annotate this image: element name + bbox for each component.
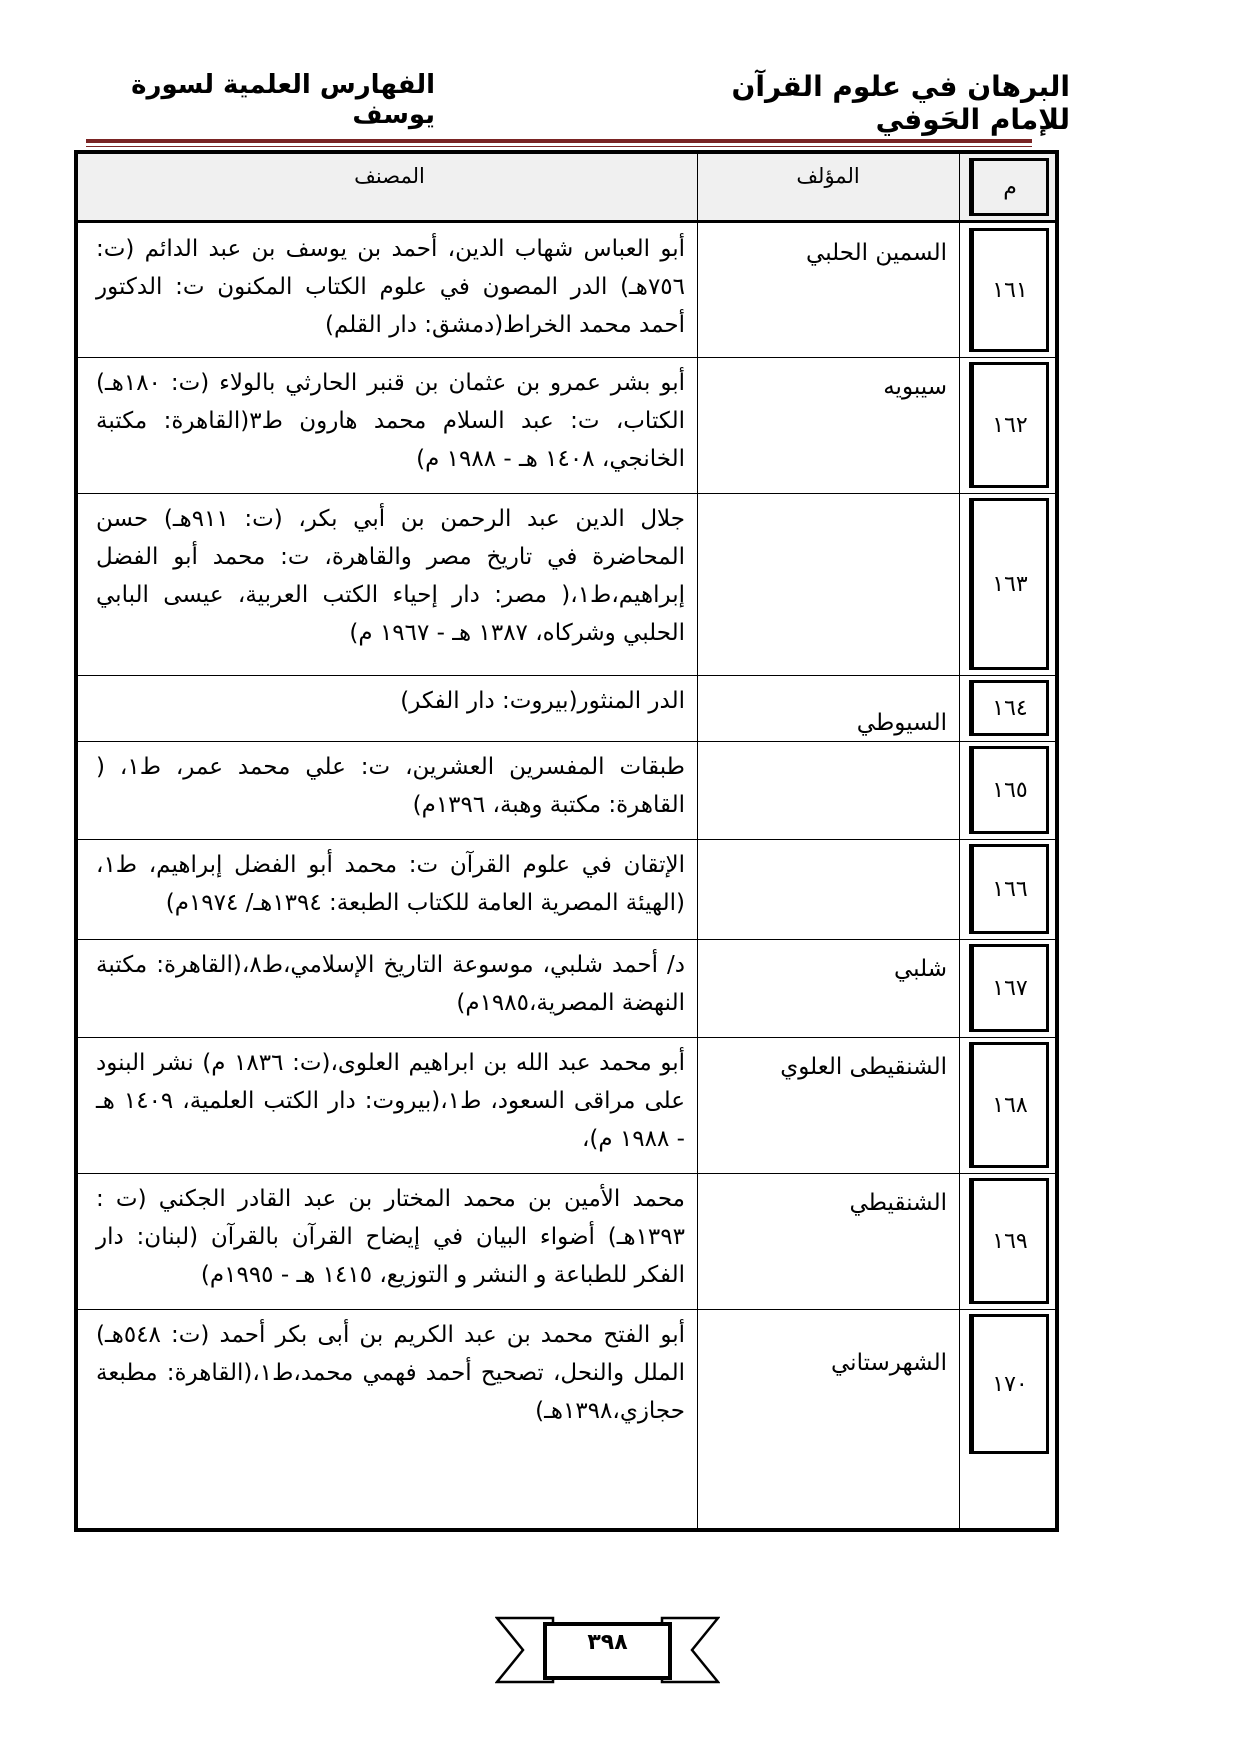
row-number: ١٦٢ (969, 362, 1049, 488)
table-row (78, 358, 1055, 492)
row-number: ١٧٠ (969, 1314, 1049, 1454)
row-number: ١٦٧ (969, 944, 1049, 1032)
row-work: أبو العباس شهاب الدين، أحمد بن يوسف بن عبد الدائم (ت: ٧٥٦هـ) الدر المصون في علوم الكتاب المكنون ت: الدكتور أحمد محمد الخراط(دمشق: دار القلم) (96, 236, 685, 338)
row-number: ١٦٣ (969, 498, 1049, 670)
row-number: ١٦٦ (969, 844, 1049, 934)
table-row (78, 1310, 1055, 1528)
merged-author: السيوطي (856, 710, 947, 736)
header-author-cell: المؤلف (796, 164, 860, 188)
header-work-cell: المصنف (354, 164, 425, 188)
row-work: د/ أحمد شلبي، موسوعة التاريخ الإسلامي،ط٨،(القاهرة: مكتبة النهضة المصرية،١٩٨٥م) (96, 952, 685, 1016)
book-title: البرهان في علوم القرآن للإمام الحَوفي (731, 70, 1070, 136)
row-number: ١٦١ (969, 228, 1049, 352)
row-number: ١٦٥ (969, 746, 1049, 834)
table-row (78, 742, 1055, 838)
row-work: أبو محمد عبد الله بن ابراهيم العلوى،(ت: ١٨٣٦ م) نشر البنود على مراقى السعود، ط١،(بيروت: دار الكتب العلمية، ١٤٠٩ هـ - ١٩٨٨ م)، (96, 1050, 685, 1152)
row-work: طبقات المفسرين العشرين، ت: علي محمد عمر، ط١، ( القاهرة: مكتبة وهبة، ١٣٩٦م) (96, 754, 685, 818)
row-work: أبو بشر عمرو بن عثمان بن قنبر الحارثي بالولاء (ت: ١٨٠هـ) الكتاب، ت: عبد السلام محمد هارون ط٣(القاهرة: مكتبة الخانجي، ١٤٠٨ هـ - ١٩٨٨ م) (96, 370, 685, 472)
table-row (78, 494, 1055, 674)
table-row (78, 840, 1055, 938)
row-author: سيبويه (883, 374, 947, 400)
section-title: الفهارس العلمية لسورة يوسف (131, 70, 435, 130)
bibliography-table (74, 150, 1059, 1532)
header-rule-thin (86, 146, 1032, 147)
row-number: ١٦٨ (969, 1042, 1049, 1168)
row-work: الدر المنثور(بيروت: دار الفكر) (400, 688, 685, 714)
row-author: الشهرستاني (831, 1350, 947, 1376)
table-row (78, 940, 1055, 1036)
table-header-row (78, 154, 1055, 220)
row-author: الشنقيطي (849, 1190, 947, 1216)
page-number: ٣٩٨ (587, 1630, 628, 1655)
row-number: ١٦٤ (969, 680, 1049, 736)
row-author: الشنقيطى العلوي (780, 1054, 947, 1080)
row-work: الإتقان في علوم القرآن ت: محمد أبو الفضل إبراهيم، ط١، (الهيئة المصرية العامة للكتاب الطبعة: ١٣٩٤هـ/ ١٩٧٤م) (96, 852, 685, 916)
page-number-ribbon (495, 1610, 720, 1690)
row-author: السمين الحلبي (806, 240, 947, 266)
table-row (78, 224, 1055, 356)
row-author: شلبي (894, 956, 947, 982)
row-work: أبو الفتح محمد بن عبد الكريم بن أبى بكر أحمد (ت: ٥٤٨هـ) الملل والنحل، تصحيح أحمد فهمي محمد،ط١،(القاهرة: مطبعة حجازي،١٣٩٨هـ) (96, 1322, 685, 1424)
row-work: محمد الأمين بن محمد المختار بن عبد القادر الجكني (ت : ١٣٩٣هـ) أضواء البيان في إيضاح القرآن بالقرآن (لبنان: دار الفكر للطباعة و النشر و التوزيع، ١٤١٥ هـ - ١٩٩٥م) (96, 1186, 685, 1288)
row-number: ١٦٩ (969, 1178, 1049, 1304)
table-row (78, 1174, 1055, 1308)
header-rule (86, 139, 1032, 143)
header-divider (78, 220, 1055, 223)
row-work: جلال الدين عبد الرحمن بن أبي بكر، (ت: ٩١١هـ) حسن المحاضرة في تاريخ مصر والقاهرة، ت: محمد أبو الفضل إبراهيم،ط١،( مصر: دار إحياء الكتب العربية، عيسى البابي الحلبي وشركاه، ١٣٨٧ هـ - ١٩٦٧ م) (96, 506, 685, 646)
table-row (78, 1038, 1055, 1172)
header-num-cell: م (969, 158, 1049, 216)
